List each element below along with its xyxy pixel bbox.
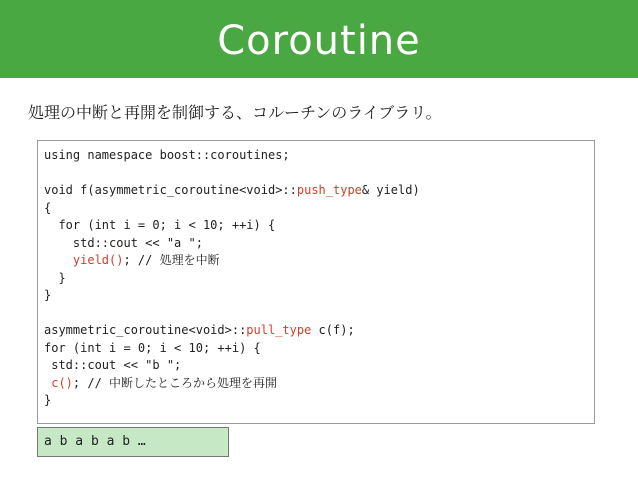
code-listing — [44, 147, 420, 410]
code-block — [37, 140, 595, 424]
code-text: { — [44, 200, 52, 215]
code-line — [44, 235, 420, 253]
code-line — [44, 165, 420, 183]
code-keyword-highlight: c() — [51, 375, 73, 390]
code-line — [44, 182, 420, 200]
output-text: a b a b a b … — [44, 434, 146, 449]
code-keyword-highlight: push_type — [296, 183, 362, 197]
code-text: std::cout << "b "; — [44, 358, 182, 372]
title-bar — [0, 0, 638, 78]
code-text: & yield) — [361, 183, 420, 197]
code-text: using namespace boost::coroutines; — [44, 148, 290, 162]
code-text: std::cout << "a "; — [44, 235, 203, 250]
code-keyword-highlight: pull_type — [246, 323, 312, 337]
code-text: c(f); — [311, 323, 355, 337]
code-line — [44, 357, 420, 375]
code-line — [44, 322, 420, 340]
code-line — [44, 200, 420, 218]
output-box — [37, 427, 229, 457]
code-line — [44, 217, 420, 235]
code-text: void f(asymmetric_coroutine<void>:: — [44, 183, 297, 197]
code-line — [44, 270, 420, 288]
code-line — [44, 305, 420, 323]
code-line — [44, 392, 420, 410]
code-text: } — [44, 393, 52, 407]
code-line — [44, 147, 420, 165]
code-line — [44, 287, 420, 305]
slide-title: Coroutine — [217, 18, 421, 64]
code-text: for (int i = 0; i < 10; ++i) { — [44, 218, 276, 232]
code-text: for (int i = 0; i < 10; ++i) { — [44, 340, 261, 355]
code-keyword-highlight: yield() — [72, 253, 124, 267]
slide-subtitle: 処理の中断と再開を制御する、コルーチンのライブラリ。 — [28, 103, 442, 122]
code-text: } — [44, 288, 52, 302]
code-line — [44, 340, 420, 358]
code-text: ; // 処理を中断 — [123, 253, 220, 267]
code-text: } — [44, 270, 66, 285]
code-text — [44, 253, 73, 267]
code-line — [44, 375, 420, 393]
code-line — [44, 252, 420, 270]
code-text: asymmetric_coroutine<void>:: — [44, 323, 247, 337]
code-text: ; // 中断したところから処理を再開 — [72, 375, 278, 390]
